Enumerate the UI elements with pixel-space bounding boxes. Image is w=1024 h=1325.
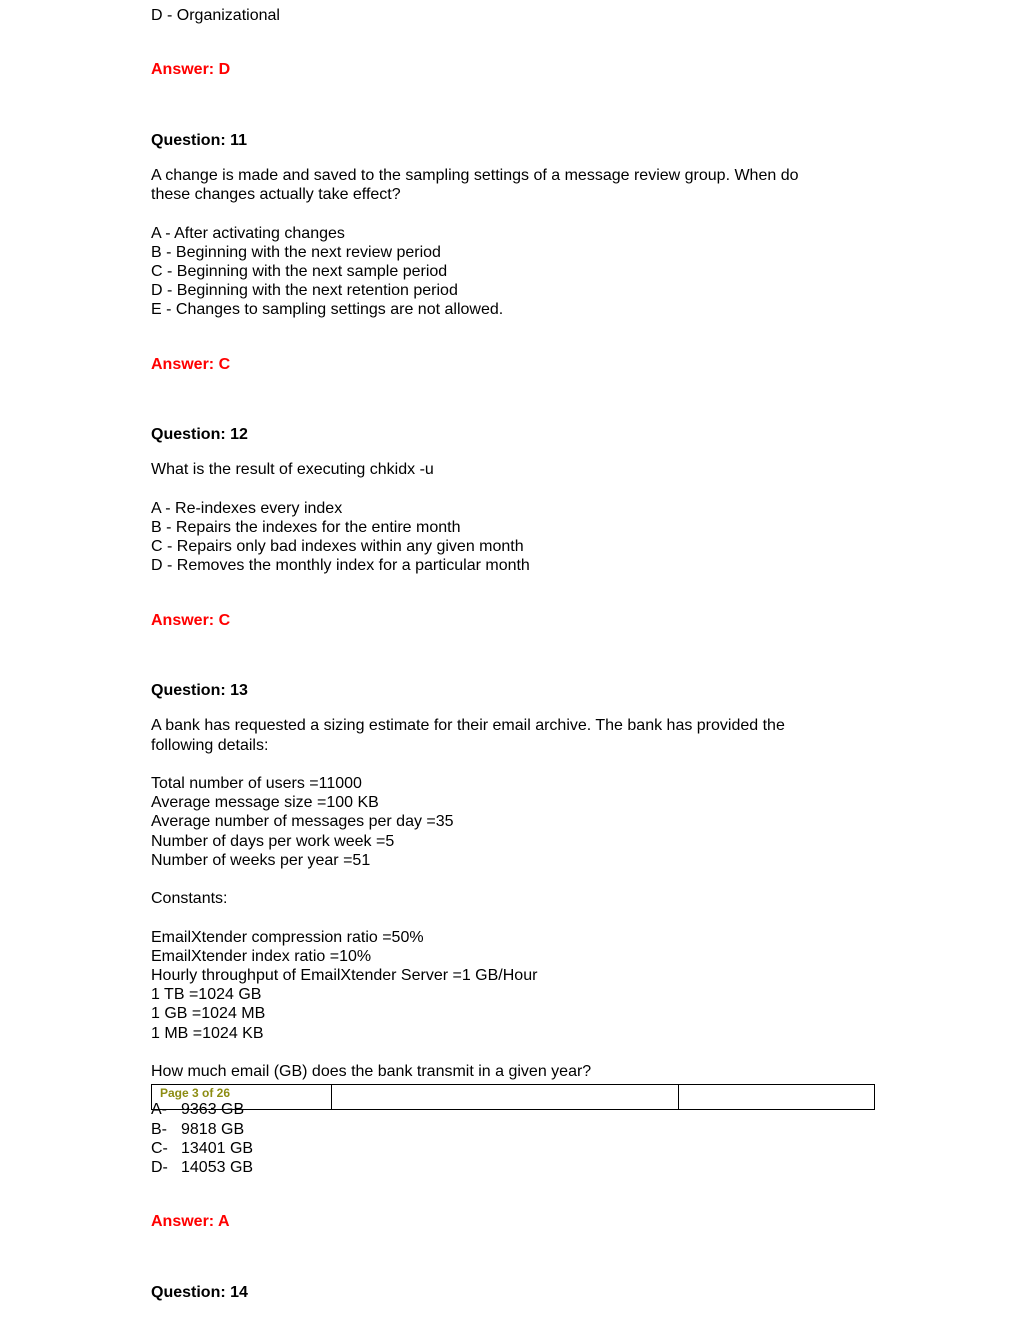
question-13-option-c [151, 1139, 875, 1158]
footer-cell-right [679, 1085, 874, 1109]
question-11-answer: Answer: C [151, 355, 231, 373]
question-13-detail-users: Total number of users =11000 [151, 774, 362, 792]
question-13-detail-message-size: Average message size =100 KB [151, 794, 379, 812]
option-value: 14053 GB [181, 1158, 254, 1176]
question-13-constant-throughput: Hourly throughput of EmailXtender Server =1 GB/Hour [151, 966, 538, 984]
question-13-answer: Answer: A [151, 1213, 230, 1231]
question-13-heading: Question: 13 [151, 682, 248, 700]
question-13-detail-weeks-per-year: Number of weeks per year =51 [151, 851, 371, 869]
prev-option-d: D - Organizational [151, 7, 280, 24]
question-13-constant-tb: 1 TB =1024 GB [151, 986, 262, 1004]
question-13-detail-messages-per-day: Average number of messages per day =35 [151, 813, 454, 831]
question-13-constant-mb: 1 MB =1024 KB [151, 1024, 264, 1042]
question-11-heading: Question: 11 [151, 131, 248, 149]
question-13-constant-gb: 1 GB =1024 MB [151, 1005, 266, 1023]
question-11-text-line-2: these changes actually take effect? [151, 186, 401, 204]
option-letter: C- [151, 1139, 168, 1157]
question-11-option-c: C - Beginning with the next sample period [151, 262, 448, 280]
question-13-option-d [151, 1158, 875, 1177]
document-page [151, 6, 875, 1318]
question-12-option-b: B - Repairs the indexes for the entire month [151, 518, 461, 536]
question-14-heading: Question: 14 [151, 1283, 248, 1301]
option-letter: A- [151, 1101, 167, 1119]
option-letter: D- [151, 1158, 168, 1176]
page-footer-table [151, 1084, 875, 1110]
question-11-option-d: D - Beginning with the next retention period [151, 282, 458, 300]
question-13-text-line-2: following details: [151, 736, 269, 754]
question-12-heading: Question: 12 [151, 426, 248, 444]
question-12-option-c: C - Repairs only bad indexes within any given month [151, 538, 524, 556]
footer-cell-middle [332, 1085, 679, 1109]
option-value: 9818 GB [181, 1120, 245, 1138]
question-11-option-b: B - Beginning with the next review period [151, 243, 441, 261]
question-13-constant-index-ratio: EmailXtender index ratio =10% [151, 947, 372, 965]
page-number: Page 3 of 26 [152, 1085, 332, 1109]
option-letter: B- [151, 1120, 167, 1138]
question-13-constant-compression: EmailXtender compression ratio =50% [151, 928, 424, 946]
option-value: 9363 GB [181, 1101, 245, 1119]
question-11-option-a: A - After activating changes [151, 224, 345, 242]
prev-answer: Answer: D [151, 61, 231, 79]
question-13-detail-days-per-week: Number of days per work week =5 [151, 832, 395, 850]
question-11-text-line-1: A change is made and saved to the sampling settings of a message review group. When do [151, 166, 799, 184]
question-12-option-a: A - Re-indexes every index [151, 499, 343, 517]
question-12-option-d: D - Removes the monthly index for a particular month [151, 557, 530, 575]
question-11-option-e: E - Changes to sampling settings are not allowed. [151, 301, 504, 319]
option-value: 13401 GB [181, 1139, 254, 1157]
question-12-answer: Answer: C [151, 611, 231, 629]
question-13-option-b [151, 1120, 875, 1139]
question-13-question: How much email (GB) does the bank transmit in a given year? [151, 1062, 592, 1080]
question-13-text-line-1: A bank has requested a sizing estimate for their email archive. The bank has provided the [151, 717, 785, 735]
question-13-constants-label: Constants: [151, 890, 228, 908]
question-12-text: What is the result of executing chkidx -u [151, 461, 434, 479]
